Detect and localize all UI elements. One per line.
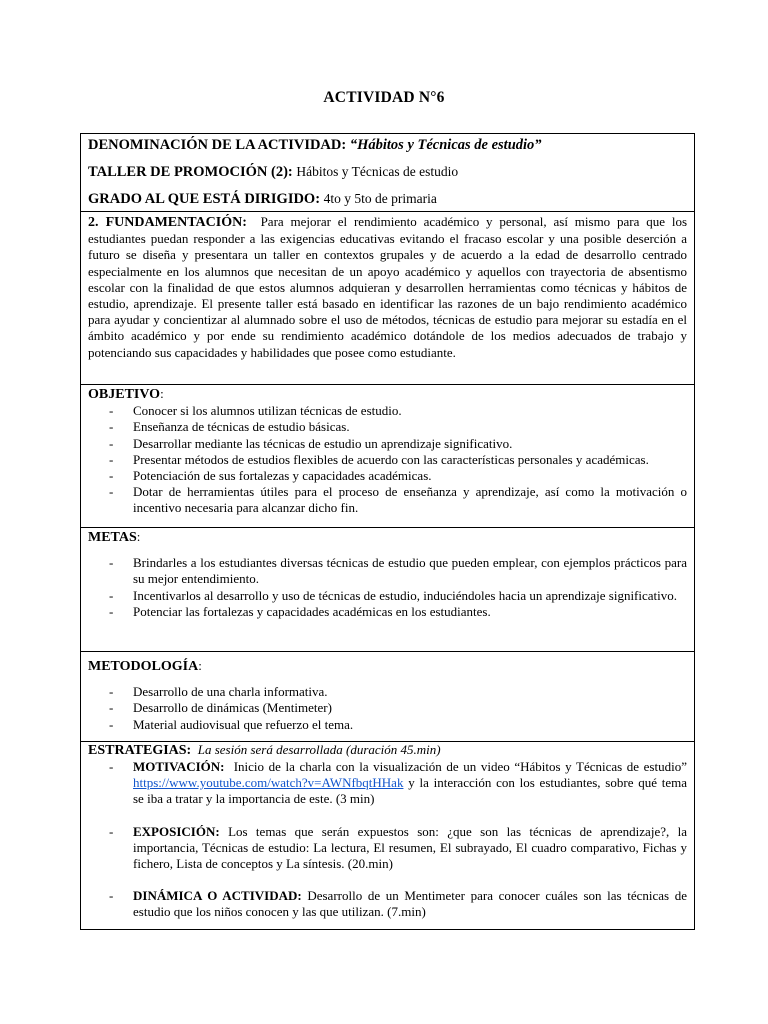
denominacion-value: “Hábitos y Técnicas de estudio” <box>349 137 542 153</box>
list-item: - Desarrollar mediante las técnicas de estudio un aprendizaje significativo. <box>88 436 687 452</box>
taller-row <box>88 163 687 181</box>
metas-cell: METAS: - Brindarles a los estudiantes diversas técnicas de estudio que pueden emplear, con ejemplos prácticos para su mejor entendimiento. - Incentivarlos al desarrollo y uso de técnicas de estudio, induciéndoles hacia un aprendizaje significativo. - Potenciar las fortalezas y capacidades académicas en los estudiantes. <box>81 527 694 651</box>
header-cell <box>81 134 694 211</box>
list-item: - Brindarles a los estudiantes diversas técnicas de estudio que pueden emplear, con ejemplos prácticos para su mejor entendimiento. <box>88 555 687 587</box>
fundamentacion-text: Para mejorar el rendimiento académico y personal, así mismo para que los estudiantes puedan responder a las exigencias educativas evitando el fracaso escolar y una posible deserción a futuro se diseña y presentara un taller en contextos grupales y de acuerdo a la edad de desarrollo centrado especialmente en los alumnos que necesitan de un apoyo académico y aquellos con trayectoria de absentismo escolar con la finalidad de que estos alumnos adquieran y desarrollen herramientas como técnicas y hábitos de estudio, aprendizaje. El presente taller está basado en identificar las razones de un bajo rendimiento académico para ayudar y concientizar al alumnado sobre el uso de métodos, técnicas de estudio para mejorar su estadía en el ámbito académico y por ende su rendimiento académico dotándole de los medios adecuados de trabajo y potenciando sus capacidades y habilidades que posee como estudiante. <box>88 214 687 360</box>
denominacion-label: DENOMINACIÓN DE LA ACTIVIDAD: <box>88 137 347 153</box>
metodologia-list <box>88 684 687 733</box>
list-item-dinamica <box>88 888 687 920</box>
list-item: - Desarrollo de una charla informativa. <box>88 684 687 700</box>
exposicion-text: Los temas que serán expuestos son: ¿que son las técnicas de aprendizaje?, la importancia, Técnicas de estudio: La lectura, El resumen, El subrayado, El cuadro comparativo, Fichas y fichero, Lista de conceptos y La síntesis. (20.min) <box>133 823 687 872</box>
denominacion-row <box>88 137 687 154</box>
metodologia-cell: METODOLOGÍA: - Desarrollo de una charla informativa. - Desarrollo de dinámicas (Mentimeter) - Material audiovisual que refuerzo el tema. <box>81 651 694 741</box>
objetivo-label: OBJETIVO <box>88 387 161 402</box>
list-item: - Desarrollo de dinámicas (Mentimeter) <box>88 700 687 716</box>
dinamica-label: DINÁMICA O ACTIVIDAD: <box>133 888 302 904</box>
video-link[interactable]: https://www.youtube.com/watch?v=AWNfbqtHHak <box>133 775 404 791</box>
objetivo-list <box>88 403 687 516</box>
fundamentacion-label: 2. FUNDAMENTACIÓN: <box>88 215 247 230</box>
motivacion-label: MOTIVACIÓN: <box>133 759 225 774</box>
list-item: - Conocer si los alumnos utilizan técnicas de estudio. <box>88 403 687 419</box>
list-item-exposicion <box>88 824 687 873</box>
list-item: - Incentivarlos al desarrollo y uso de técnicas de estudio, induciéndoles hacia un aprendizaje significativo. <box>88 588 687 604</box>
activity-table <box>80 133 695 930</box>
list-item: - Potenciación de sus fortalezas y capacidades académicas. <box>88 468 687 484</box>
taller-value: Hábitos y Técnicas de estudio <box>296 164 459 179</box>
estrategias-label: ESTRATEGIAS: <box>88 743 192 758</box>
metas-label: METAS <box>88 530 137 545</box>
taller-label: TALLER DE PROMOCIÓN (2): <box>88 164 293 180</box>
page-title: ACTIVIDAD N°6 <box>323 89 445 106</box>
grado-row <box>88 190 687 208</box>
exposicion-label: EXPOSICIÓN: <box>133 823 220 839</box>
list-item: - Potenciar las fortalezas y capacidades académicas en los estudiantes. <box>88 604 687 620</box>
fundamentacion-cell <box>81 211 694 384</box>
list-item: - Enseñanza de técnicas de estudio básicas. <box>88 419 687 435</box>
grado-label: GRADO AL QUE ESTÁ DIRIGIDO: <box>88 191 321 207</box>
motivacion-text-after: y la interacción con los estudiantes, sobre qué tema se iba a tratar y la importancia de este. (3 min) <box>133 775 688 807</box>
grado-value: 4to y 5to de primaria <box>323 191 437 206</box>
list-item: - Presentar métodos de estudios flexibles de acuerdo con las características personales y académicas. <box>88 452 687 468</box>
fundamentacion-paragraph <box>88 214 687 361</box>
list-item-motivacion <box>88 759 687 808</box>
motivacion-text-before: Inicio de la charla con la visualización de un video “Hábitos y Técnicas de estudio” <box>233 759 687 774</box>
list-item: - Dotar de herramientas útiles para el proceso de enseñanza y aprendizaje, así como la motivación o incentivo necesaria para alcanzar dicho fin. <box>88 484 687 516</box>
list-item: - Material audiovisual que refuerzo el tema. <box>88 717 687 733</box>
objetivo-cell: OBJETIVO: - Conocer si los alumnos utilizan técnicas de estudio. - Enseñanza de técnicas de estudio básicas. - Desarrollar mediante las técnicas de estudio un aprendizaje significativo. - Presentar métodos de estudios flexibles de acuerdo con las características personales y académicas. - Potenciación de sus fortalezas y capacidades académicas. - Dotar de herramientas útiles para el proceso de enseñanza y aprendizaje, así como la motivación o incentivo necesaria para alcanzar dicho fin. <box>81 384 694 527</box>
estrategias-cell <box>81 741 694 929</box>
estrategias-list <box>88 759 687 921</box>
estrategias-subtitle: La sesión será desarrollada (duración 45.min) <box>197 742 441 757</box>
metodologia-label: METODOLOGÍA <box>88 659 199 674</box>
dinamica-text: Desarrollo de un Mentimeter para conocer cuáles son las técnicas de estudio que los niños conocen y las que utilizan. (7.min) <box>133 888 687 920</box>
metas-list <box>88 555 687 620</box>
